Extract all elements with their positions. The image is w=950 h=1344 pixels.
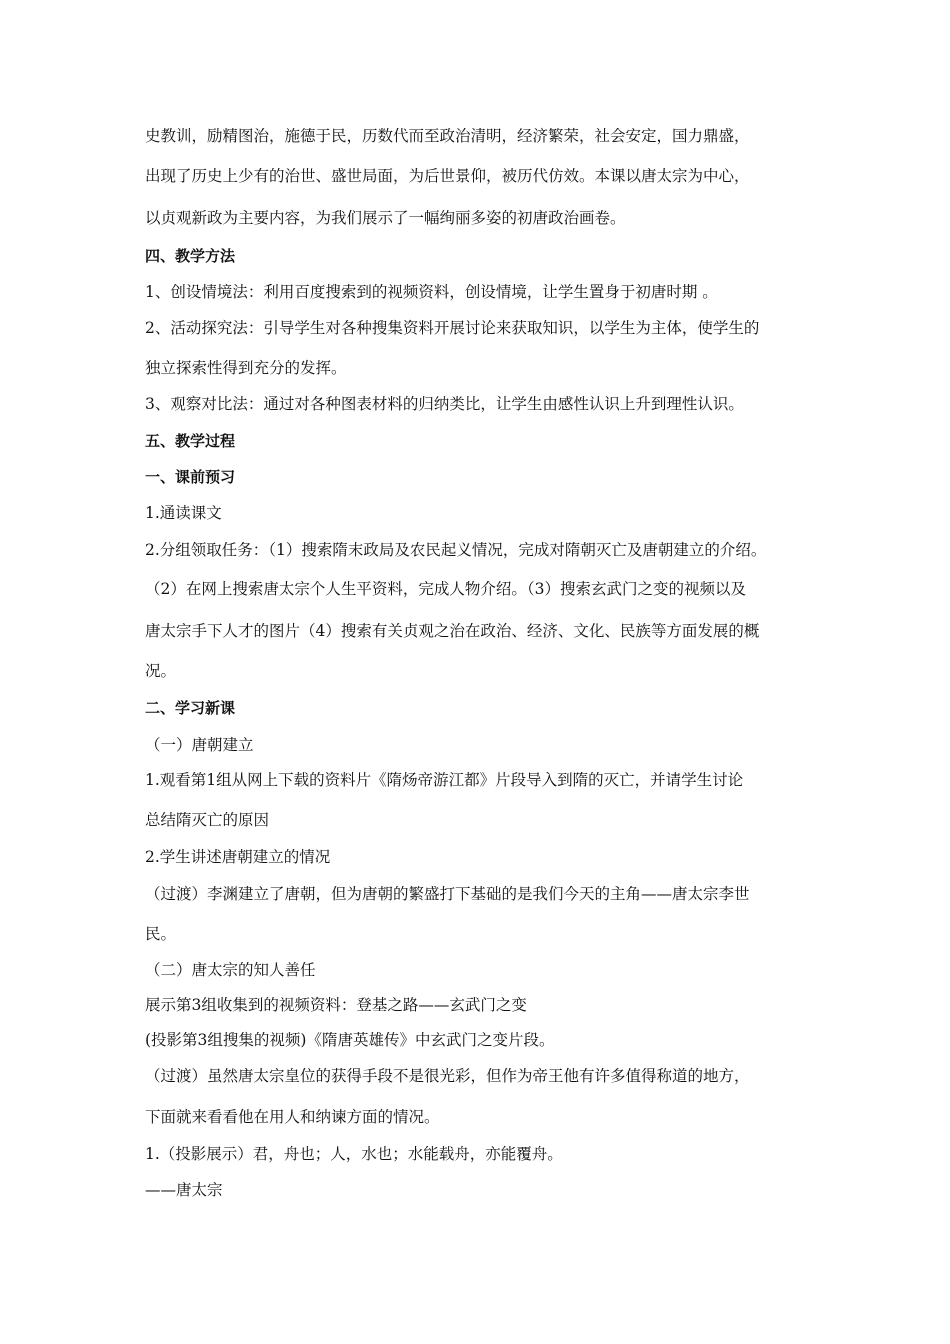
paragraph-line: 况。 <box>145 662 177 680</box>
section-heading: 五、教学过程 <box>145 432 236 450</box>
paragraph-line: 以贞观新政为主要内容，为我们展示了一幅绚丽多姿的初唐政治画卷。 <box>145 209 626 227</box>
section-heading: 四、教学方法 <box>145 247 236 265</box>
paragraph-line: ——唐太宗 <box>145 1181 223 1199</box>
paragraph-line: 1.（投影展示）君，舟也；人，水也；水能载舟，亦能覆舟。 <box>145 1145 563 1163</box>
paragraph-line: 1.观看第1组从网上下载的资料片《隋炀帝游江都》片段导入到隋的灭亡，并请学生讨论 <box>145 771 744 789</box>
paragraph-line: 3、观察对比法：通过对各种图表材料的归纳类比，让学生由感性认识上升到理性认识。 <box>145 395 744 413</box>
paragraph-line: 总结隋灭亡的原因 <box>145 811 270 829</box>
paragraph-line: 独立探索性得到充分的发挥。 <box>145 359 347 377</box>
paragraph-line: 唐太宗手下人才的图片（4）搜索有关贞观之治在政治、经济、文化、民族等方面发展的概 <box>145 622 760 640</box>
paragraph-line: 1、创设情境法：利用百度搜索到的视频资料，创设情境，让学生置身于初唐时期 。 <box>145 283 718 301</box>
paragraph-line: （一）唐朝建立 <box>145 736 254 754</box>
paragraph-line: 出现了历史上少有的治世、盛世局面，为后世景仰，被历代仿效。本课以唐太宗为中心， <box>145 167 750 185</box>
paragraph-line: (投影第3组搜集的视频)《隋唐英雄传》中玄武门之变片段。 <box>145 1031 555 1049</box>
paragraph-line: 2.学生讲述唐朝建立的情况 <box>145 848 331 866</box>
section-heading: 二、学习新课 <box>145 699 236 717</box>
paragraph-line: 下面就来看看他在用人和纳谏方面的情况。 <box>145 1108 440 1126</box>
paragraph-line: （二）唐太宗的知人善任 <box>145 961 316 979</box>
paragraph-line: （2）在网上搜索唐太宗个人生平资料，完成人物介绍。（3）搜索玄武门之变的视频以及 <box>145 580 746 598</box>
paragraph-line: 展示第3组收集到的视频资料：登基之路——玄武门之变 <box>145 996 527 1014</box>
paragraph-line: 2.分组领取任务：（1）搜索隋末政局及农民起义情况，完成对隋朝灭亡及唐朝建立的介绍。 <box>145 541 767 559</box>
paragraph-line: 民。 <box>145 925 177 943</box>
section-heading: 一、课前预习 <box>145 468 236 486</box>
paragraph-line: 1.通读课文 <box>145 504 222 522</box>
paragraph-line: 2、活动探究法：引导学生对各种搜集资料开展讨论来获取知识，以学生为主体，使学生的 <box>145 319 760 337</box>
paragraph-line: （过渡）李渊建立了唐朝，但为唐朝的繁盛打下基础的是我们今天的主角——唐太宗李世 <box>145 885 750 903</box>
paragraph-line: （过渡）虽然唐太宗皇位的获得手段不是很光彩，但作为帝王他有许多值得称道的地方， <box>145 1067 750 1085</box>
paragraph-line: 史教训，励精图治，施德于民，历数代而至政治清明，经济繁荣，社会安定，国力鼎盛， <box>145 127 750 145</box>
